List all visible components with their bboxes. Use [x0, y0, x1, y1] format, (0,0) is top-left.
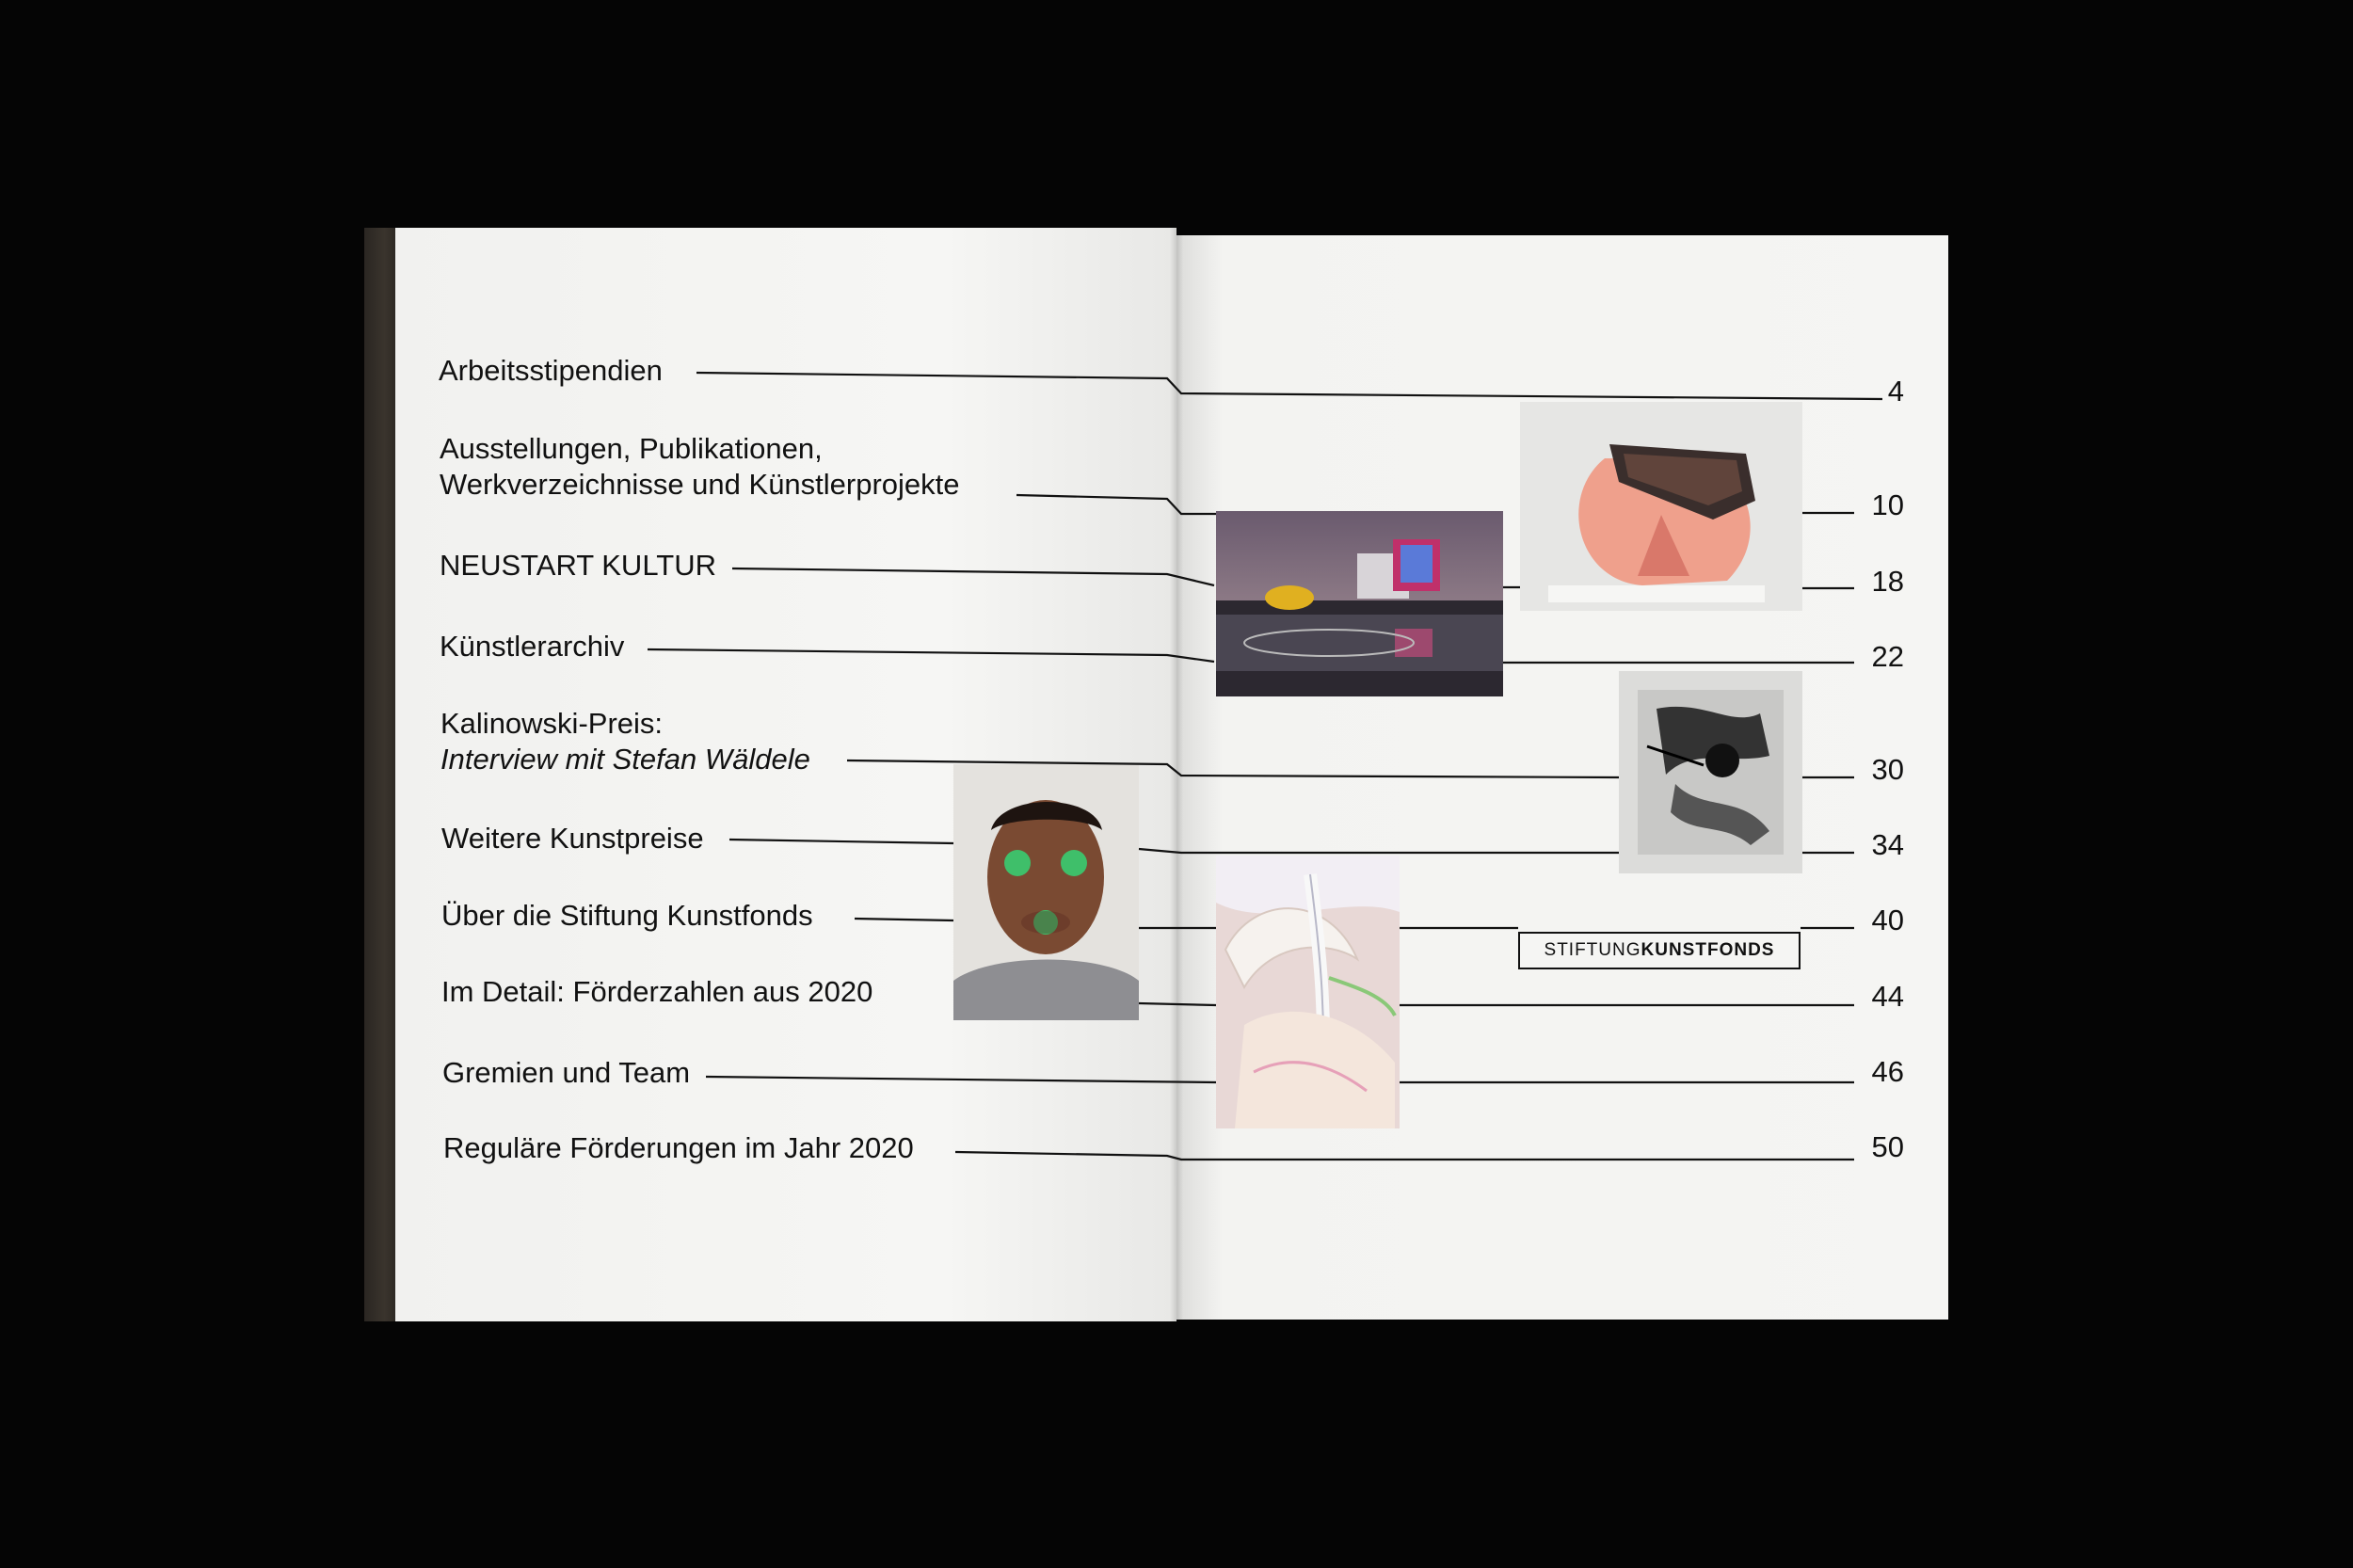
toc-line	[955, 1152, 1854, 1160]
toc-entry-title[interactable]: Weitere Kunstpreise	[441, 822, 704, 855]
toc-entry-title[interactable]: Über die Stiftung Kunstfonds	[441, 899, 813, 932]
toc-page-number[interactable]: 10	[1871, 488, 1904, 521]
toc-line	[696, 373, 1882, 399]
toc-line	[1139, 849, 1619, 853]
toc-entry-title[interactable]	[440, 431, 960, 503]
logo-text-part2: KUNSTFONDS	[1641, 940, 1775, 960]
toc-line	[732, 568, 1214, 585]
toc-line	[706, 1077, 1216, 1082]
toc-entry-title-line2: Interview mit Stefan Wäldele	[440, 743, 810, 776]
toc-entry-title[interactable]: Reguläre Förderungen im Jahr 2020	[443, 1131, 914, 1164]
toc-page-number[interactable]: 46	[1871, 1055, 1904, 1088]
toc-page-number[interactable]: 18	[1871, 565, 1904, 598]
toc-entry-title-line1: Ausstellungen, Publikationen,	[440, 432, 823, 465]
toc-line	[847, 760, 1619, 777]
toc-entry-title-line1: Kalinowski-Preis:	[440, 707, 664, 740]
toc-page-number[interactable]: 22	[1871, 640, 1904, 673]
logo-text-part1: STIFTUNG	[1544, 940, 1641, 960]
toc-entry-title[interactable]: Arbeitsstipendien	[439, 354, 663, 387]
toc-line	[729, 840, 953, 843]
toc-entry-title[interactable]: Künstlerarchiv	[440, 630, 625, 663]
toc-line	[648, 649, 1214, 662]
toc-entry-title[interactable]: NEUSTART KULTUR	[440, 549, 716, 582]
toc-page-number[interactable]: 4	[1887, 375, 1904, 408]
toc-page-number[interactable]: 34	[1871, 828, 1904, 861]
toc-entry-title[interactable]: Im Detail: Förderzahlen aus 2020	[441, 975, 873, 1008]
toc-entry-title[interactable]	[440, 706, 810, 777]
stiftung-kunstfonds-logo	[1518, 932, 1801, 969]
toc-page-number[interactable]: 50	[1871, 1130, 1904, 1163]
toc-line	[1016, 495, 1216, 514]
toc-entry-title-line2: Werkverzeichnisse und Künstlerprojekte	[440, 468, 960, 501]
toc-page-number[interactable]: 30	[1871, 753, 1904, 786]
toc-page-number[interactable]: 40	[1871, 904, 1904, 936]
toc-entry-title[interactable]: Gremien und Team	[442, 1056, 691, 1089]
toc-line	[1139, 1003, 1216, 1005]
toc-page-number[interactable]: 44	[1871, 980, 1904, 1013]
toc-line	[855, 919, 953, 920]
